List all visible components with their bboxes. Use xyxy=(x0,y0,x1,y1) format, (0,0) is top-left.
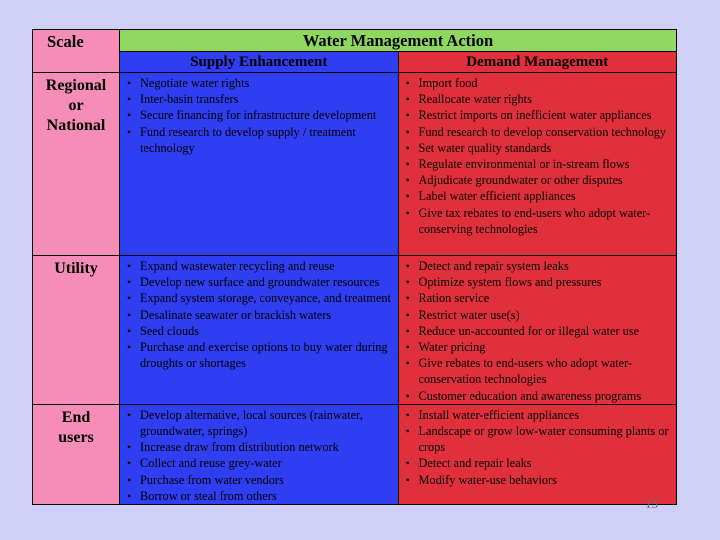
demand-list-utility xyxy=(399,256,677,404)
supply-cell-end-users xyxy=(120,404,399,504)
list-item: • Borrow or steal from others xyxy=(140,488,394,504)
list-item: • Label water efficient appliances xyxy=(419,188,673,204)
list-item: • Ration service xyxy=(419,290,673,306)
supply-cell-regional xyxy=(120,73,399,256)
demand-header: Demand Management xyxy=(398,52,677,73)
list-item: • Give tax rebates to end-users who adopt water-conserving technologies xyxy=(419,205,673,237)
action-header: Water Management Action xyxy=(120,30,677,52)
list-item: • Fund research to develop conservation technology xyxy=(419,124,673,140)
supply-header: Supply Enhancement xyxy=(120,52,399,73)
list-item: • Inter-basin transfers xyxy=(140,91,394,107)
demand-cell-end-users xyxy=(398,404,677,504)
supply-list-utility xyxy=(120,256,398,371)
list-item: • Give rebates to end-users who adopt water-conservation technologies xyxy=(419,355,673,387)
list-item: • Reduce un-accounted for or illegal water use xyxy=(419,323,673,339)
list-item: • Regulate environmental or in-stream flows xyxy=(419,156,673,172)
supply-list-end-users xyxy=(120,405,398,504)
list-item: • Adjudicate groundwater or other disputes xyxy=(419,172,673,188)
list-item: • Expand wastewater recycling and reuse xyxy=(140,258,394,274)
list-item: • Negotiate water rights xyxy=(140,75,394,91)
supply-cell-utility xyxy=(120,256,399,405)
list-item: • Set water quality standards xyxy=(419,140,673,156)
list-item: • Collect and reuse grey-water xyxy=(140,455,394,471)
list-item: • Seed clouds xyxy=(140,323,394,339)
list-item: • Reallocate water rights xyxy=(419,91,673,107)
list-item: • Install water-efficient appliances xyxy=(419,407,673,423)
scale-regional xyxy=(33,73,120,256)
list-item: • Purchase from water vendors xyxy=(140,472,394,488)
list-item: • Fund research to develop supply / treatment technology xyxy=(140,124,394,156)
list-item: • Restrict water use(s) xyxy=(419,307,673,323)
list-item: • Modify water-use behaviors xyxy=(419,472,673,488)
list-item: • Develop new surface and groundwater resources xyxy=(140,274,394,290)
scale-utility xyxy=(33,256,120,405)
demand-cell-utility xyxy=(398,256,677,405)
list-item: • Landscape or grow low-water consuming plants or crops xyxy=(419,423,673,455)
list-item: • Detect and repair leaks xyxy=(419,455,673,471)
supply-list-regional xyxy=(120,73,398,156)
list-item: • Customer education and awareness programs xyxy=(419,388,673,404)
demand-list-regional xyxy=(399,73,677,237)
list-item: • Water pricing xyxy=(419,339,673,355)
water-management-table xyxy=(32,29,677,505)
scale-end-users xyxy=(33,404,120,504)
list-item: • Purchase and exercise options to buy water during droughts or shortages xyxy=(140,339,394,371)
list-item: • Detect and repair system leaks xyxy=(419,258,673,274)
list-item: • Restrict imports on inefficient water appliances xyxy=(419,107,673,123)
list-item: • Desalinate seawater or brackish waters xyxy=(140,307,394,323)
list-item: • Import food xyxy=(419,75,673,91)
list-item: • Increase draw from distribution network xyxy=(140,439,394,455)
scale-header: Scale xyxy=(33,30,120,73)
list-item: • Develop alternative, local sources (rainwater, groundwater, springs) xyxy=(140,407,394,439)
list-item: • Expand system storage, conveyance, and treatment xyxy=(140,290,394,306)
scale-label-regional: Regional or National xyxy=(45,77,107,134)
demand-cell-regional xyxy=(398,73,677,256)
list-item: • Secure financing for infrastructure development xyxy=(140,107,394,123)
scale-label-end-users: End users xyxy=(58,408,94,446)
page-number: 13 xyxy=(645,496,658,511)
list-item: • Optimize system flows and pressures xyxy=(419,274,673,290)
demand-list-end-users xyxy=(399,405,677,488)
scale-label-utility: Utility xyxy=(54,260,98,277)
